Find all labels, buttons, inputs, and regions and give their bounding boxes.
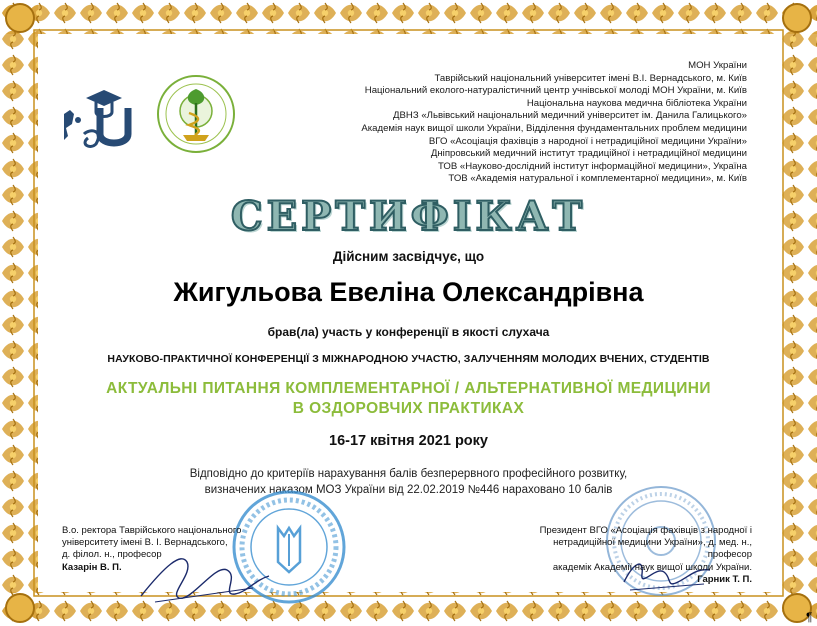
conference-title-line2: В ОЗДОРОВЧИХ ПРАКТИКАХ [292, 400, 525, 417]
organization-line: Академія наук вищої школи України, Відділення фундаментальних проблем медицини [361, 122, 747, 134]
cpd-line2: визначених наказом МОЗ України від 22.02.2019 №446 нараховано 10 балів [204, 484, 613, 496]
organization-line: ТОВ «Академія натуральної і комплементарної медицини», м. Київ [448, 173, 747, 185]
cpd-line1: Відповідно до критеріїв нарахування балів безперервного професійного розвитку, [189, 468, 628, 480]
signatory-right-name: Гарник Т. П. [697, 573, 752, 585]
signatory-left-name: Казарін В. П. [62, 561, 122, 573]
organization-line: ТОВ «Науково-дослідний інститут інформаційної медицини», Україна [437, 160, 747, 172]
organization-line: Національний еколого-натуралістичний центр учнівської молоді МОН України, м. Київ [364, 85, 747, 97]
organizations-list [187, 60, 747, 186]
conference-dates: 16-17 квітня 2021 року [329, 433, 488, 449]
signatory-right-line2: нетрадиційної медицини України», д. мед. н., професор [553, 537, 752, 561]
organization-line: ВГО «Асоціація фахівців з народної і нетрадиційної медицини України» [428, 135, 747, 147]
signatory-left-line2: університету імені В. І. Вернадського, [62, 537, 228, 549]
organization-line: Таврійський національний університет імені В.І. Вернадського, м. Київ [434, 72, 747, 84]
certificate-title [0, 193, 817, 240]
signatory-left-line3: д. філол. н., професор [62, 549, 162, 561]
organization-line: Національна наукова медична бібліотека України [526, 97, 747, 109]
organization-line: ДВНЗ «Львівський національний медичний університет ім. Данила Галицького» [393, 110, 747, 122]
pilcrow-mark: ¶ [806, 610, 813, 624]
conference-title [0, 379, 817, 419]
conference-type: НАУКОВО-ПРАКТИЧНОЇ КОНФЕРЕНЦІЇ З МІЖНАРОДНОЮ УЧАСТЮ, ЗАЛУЧЕННЯМ МОЛОДИХ ВЧЕНИХ, СТУДЕНТІВ [107, 353, 710, 365]
tnu-logo-icon [60, 84, 138, 154]
participation-text: брав(ла) участь у конференції в якості слухача [267, 325, 550, 339]
signatory-right-line3: академік Академії наук вищої школи України. [552, 561, 752, 573]
organization-line: МОН України [688, 60, 747, 71]
certificate-title-text: СЕРТИФІКАТ [230, 193, 587, 240]
signatory-right [520, 525, 752, 586]
organization-line: Дніпровський медичний інститут традиційної і нетрадиційної медицини [430, 148, 747, 160]
conference-title-line1: АКТУАЛЬНІ ПИТАННЯ КОМПЛЕМЕНТАРНОЇ / АЛЬТЕРНАТИВНОЇ МЕДИЦИНИ [106, 380, 711, 397]
signatory-left [62, 525, 262, 574]
recipient-name: Жигульова Евеліна Олександрівна [173, 277, 644, 307]
signatory-left-line1: В.о. ректора Таврійського національного [62, 525, 242, 536]
signatory-right-line1: Президент ВГО «Асоціація фахівців з народної і [539, 525, 752, 536]
certify-text: Дійсним засвідчує, що [332, 249, 485, 264]
